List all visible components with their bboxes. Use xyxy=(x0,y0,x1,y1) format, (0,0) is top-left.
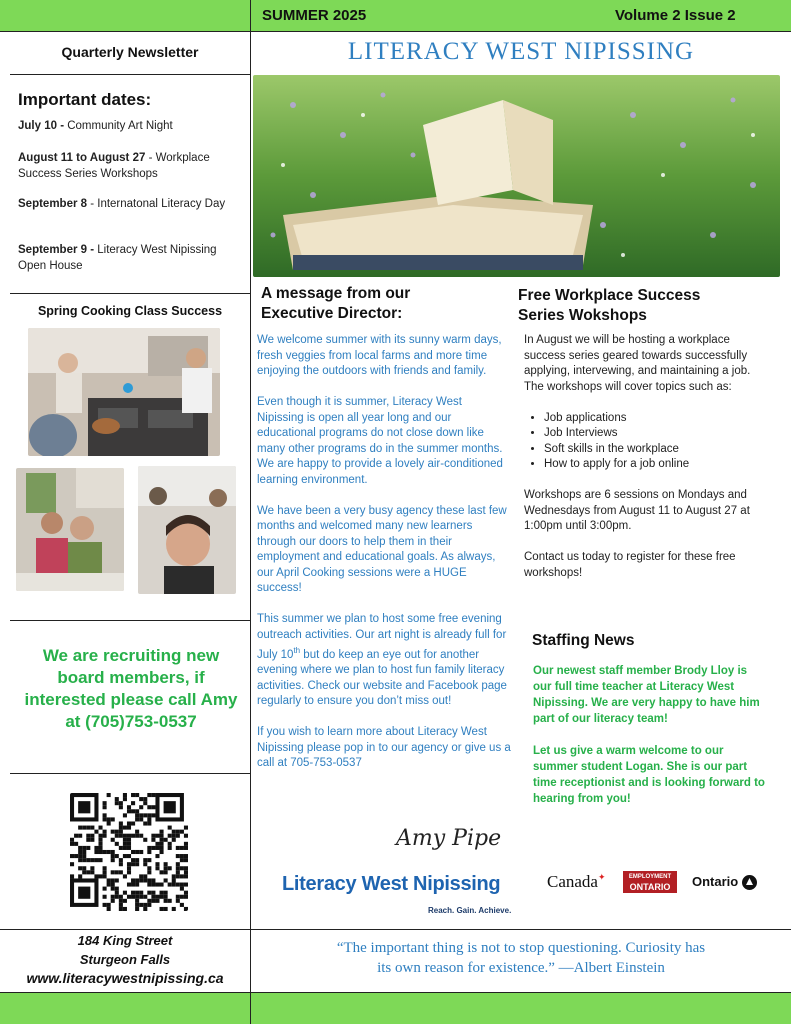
staffing-news xyxy=(533,663,765,823)
divider xyxy=(10,293,250,294)
trillium-icon xyxy=(742,875,757,890)
bottom-banner xyxy=(0,992,791,1024)
workshops-body xyxy=(524,333,769,597)
divider xyxy=(10,620,250,621)
workshops-title: Free Workplace Success Series Wokshops xyxy=(518,287,701,324)
address-town: Sturgeon Falls xyxy=(79,952,171,967)
workshops-schedule: Workshops are 6 sessions on Mondays and Wednesdays from August 11 to August 27 at 1:00pm until 3:00pm. xyxy=(524,489,750,532)
divider xyxy=(0,31,791,32)
cooking-class-title: Spring Cooking Class Success xyxy=(37,304,223,318)
director-paragraph: If you wish to learn more about Literacy West Nipissing please pop in to our agency or give us a call at 705-753-0537 xyxy=(257,726,511,770)
signature: Amy Pipe xyxy=(396,826,502,851)
canada-wordmark: Canada✦ xyxy=(547,872,606,891)
director-paragraph: We have been a very busy agency these last few months and welcomed many new learners through our doors to help them in their employment and educational goals. As always, our April Cooking sessions were a HUGE success! xyxy=(257,504,507,594)
divider xyxy=(0,992,791,993)
important-dates-title: Important dates: xyxy=(18,90,152,109)
address xyxy=(0,931,250,988)
recruiting-notice: We are recruiting new board members, if interested please call Amy at (705)753-0537 xyxy=(24,646,238,731)
workshops-contact: Contact us today to register for these free workshops! xyxy=(524,551,736,579)
date-item: July 10 - Community Art Night xyxy=(18,120,173,132)
lwn-tagline: Reach. Gain. Achieve. xyxy=(428,906,512,915)
staffing-title: Staffing News xyxy=(532,632,635,649)
staffing-paragraph: Our newest staff member Brody Lloy is our full time teacher at Literacy West Nipissing. We are very happy to have him part of our literacy team! xyxy=(533,665,760,725)
divider xyxy=(0,929,791,930)
qr-code[interactable] xyxy=(70,793,188,911)
topics-list xyxy=(524,411,769,473)
director-paragraph: This summer we plan to host some free evening outreach activities. Our art night is already full for July 10th but do keep an eye out for another evening where we plan to host fun family literacy activities. Check our website and Facebook page regularly to ensure you don’t miss out! xyxy=(257,613,507,708)
list-item: • Job applications xyxy=(544,411,769,427)
employment-ontario-logo: EMPLOYMENT ONTARIO xyxy=(623,871,677,893)
flag-icon: ✦ xyxy=(597,872,606,882)
issue-season: SUMMER 2025 xyxy=(262,7,367,24)
einstein-quote: “The important thing is not to stop questioning. Curiosity has its own reason for existence.” —Albert Einstein xyxy=(336,940,706,976)
divider xyxy=(10,773,250,774)
list-item: • Job Interviews xyxy=(544,426,769,442)
list-item: • Soft skills in the workplace xyxy=(544,442,769,458)
director-title: A message from our Executive Director: xyxy=(261,285,411,322)
date-item: September 9 - Literacy West Nipissing Open House xyxy=(18,244,217,272)
ontario-wordmark: Ontario xyxy=(692,874,757,890)
divider xyxy=(10,74,250,75)
date-item: August 11 to August 27 - Workplace Success Series Workshops xyxy=(18,152,210,180)
cooking-class-photo xyxy=(28,328,220,456)
director-paragraph: We welcome summer with its sunny warm days, fresh veggies from local farms and more time enjoying the outdoors with friends and family. xyxy=(257,334,502,377)
issue-volume: Volume 2 Issue 2 xyxy=(615,7,736,24)
director-paragraph: Even though it is summer, Literacy West Nipissing is open all year long and our educational programs do not close down like many other programs do in the summer months. We are happy to provide a lovely air-conditioned learning environment. xyxy=(257,396,503,486)
lwn-logo: Literacy West Nipissing xyxy=(282,873,501,895)
list-item: • How to apply for a job online xyxy=(544,457,769,473)
staffing-paragraph: Let us give a warm welcome to our summer student Logan. She is our part time receptionist and is looking forward to hearing from you! xyxy=(533,745,765,805)
column-divider xyxy=(250,0,251,1024)
newsletter-label: Quarterly Newsletter xyxy=(61,44,199,60)
address-street: 184 King Street xyxy=(77,933,173,948)
workshops-intro: In August we will be hosting a workplace success series geared towards successfully applying, intervewing, and maintaining a job. The workshops will cover topics such as: xyxy=(524,334,751,393)
hero-book-photo xyxy=(253,75,780,277)
masthead: LITERACY WEST NIPISSING xyxy=(347,38,695,65)
date-item: September 8 - Internatonal Literacy Day xyxy=(18,198,226,210)
director-message xyxy=(257,333,511,787)
learners-photo xyxy=(16,468,124,591)
website-link[interactable]: www.literacywestnipissing.ca xyxy=(26,970,224,986)
selfie-photo xyxy=(138,466,236,594)
